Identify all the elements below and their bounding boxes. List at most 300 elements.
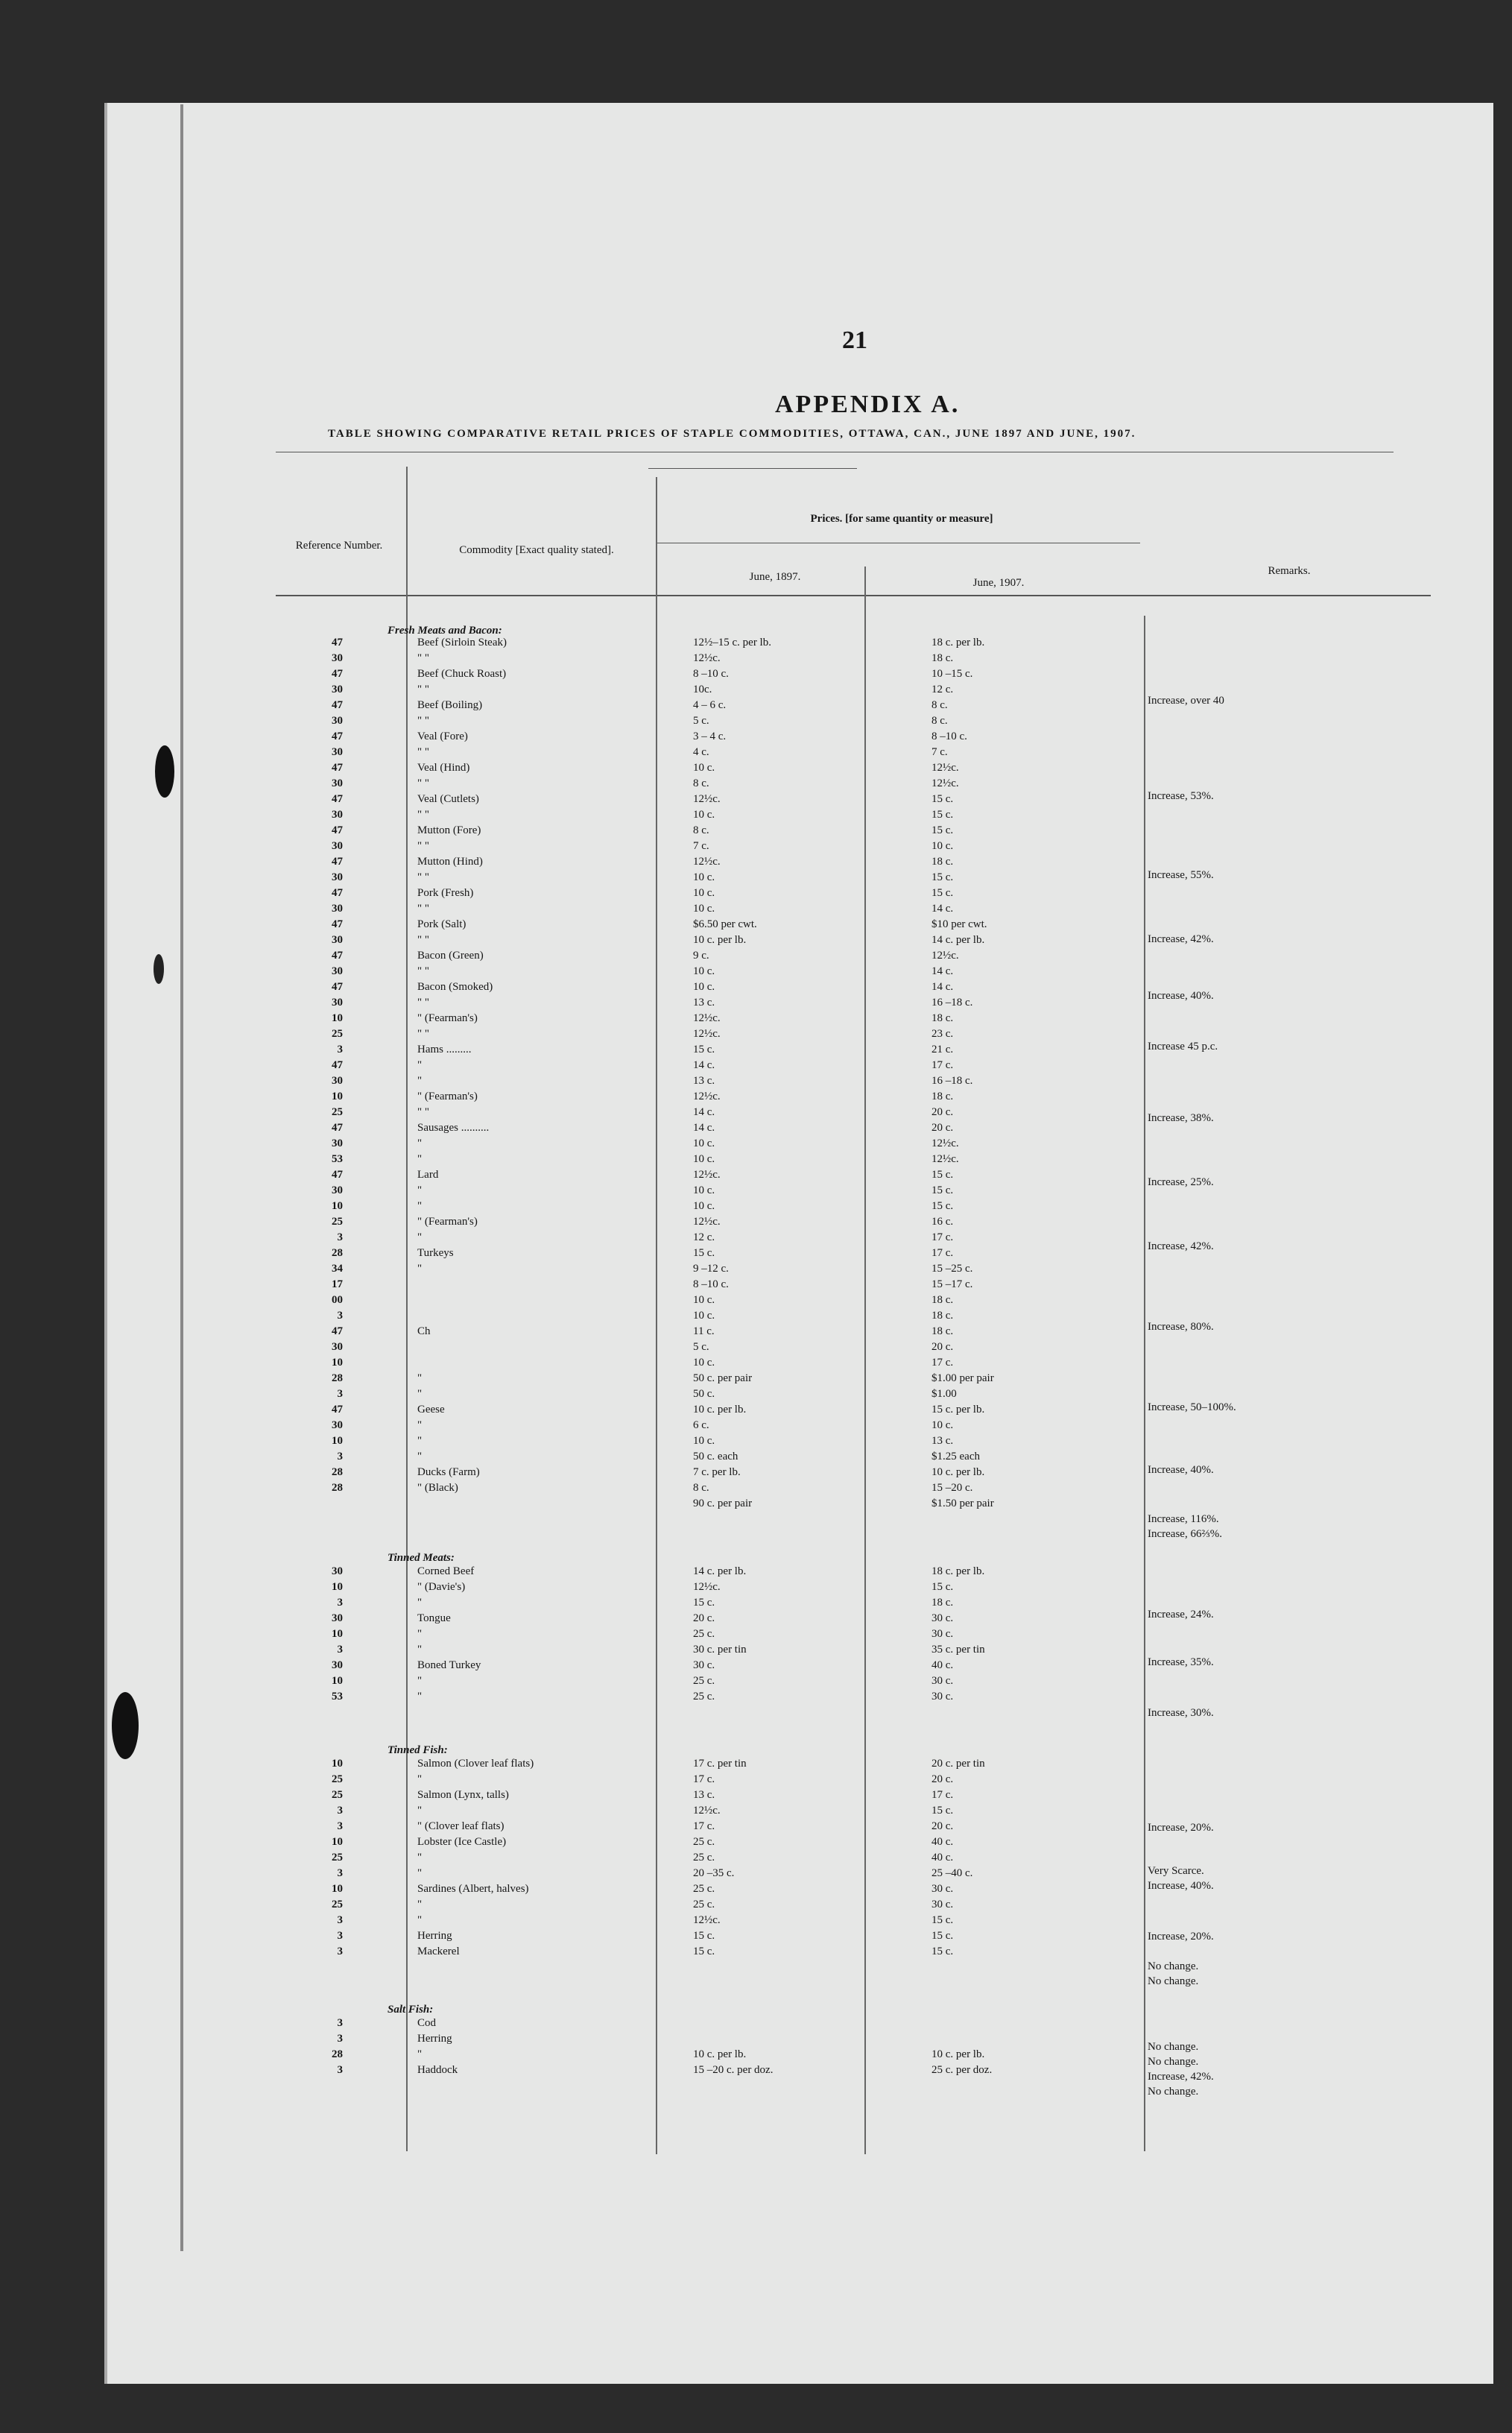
price-1897: 17 c. — [693, 1773, 715, 1785]
price-1897: 10c. — [693, 684, 712, 695]
price-1907: 20 c. — [931, 1106, 954, 1118]
commodity-name: " " — [417, 652, 429, 664]
price-1897: 8 c. — [693, 1482, 709, 1494]
price-1897: 10 c. — [693, 1294, 715, 1306]
remark: Increase, 40%. — [1148, 1464, 1214, 1476]
price-1907: 18 c. — [931, 652, 954, 664]
reference-number: 30 — [332, 809, 343, 821]
price-1907: 23 c. — [931, 1028, 954, 1040]
price-1907: 15 c. — [931, 1914, 954, 1926]
price-1897: 25 c. — [693, 1899, 715, 1910]
reference-number: 3 — [337, 1930, 343, 1942]
reference-number: 47 — [332, 699, 343, 711]
price-1897: 12½c. — [693, 1805, 721, 1817]
commodity-name: Bacon (Smoked) — [417, 981, 493, 993]
price-1897: 12½c. — [693, 1028, 721, 1040]
price-1897: 10 c. per lb. — [693, 1404, 747, 1416]
reference-number: 10 — [332, 1200, 343, 1212]
price-1897: 14 c. — [693, 1122, 715, 1134]
reference-number: 30 — [332, 1419, 343, 1431]
price-1897: 50 c. per pair — [693, 1372, 753, 1384]
price-1897: 4 c. — [693, 746, 709, 758]
remark: No change. — [1148, 1960, 1199, 1972]
remark: Increase, 50–100%. — [1148, 1401, 1236, 1413]
price-1907: $1.00 per pair — [931, 1372, 994, 1384]
commodity-name: Hams ......... — [417, 1044, 472, 1055]
reference-number: 3 — [337, 1310, 343, 1322]
price-1907: 15 c. — [931, 871, 954, 883]
reference-number: 47 — [332, 856, 343, 868]
remark: Increase, over 40 — [1148, 695, 1224, 707]
price-1907: 21 c. — [931, 1044, 954, 1055]
commodity-name: " " — [417, 809, 429, 821]
price-1907: 30 c. — [931, 1675, 954, 1687]
remark: Increase, 38%. — [1148, 1112, 1214, 1124]
price-1907: 14 c. per lb. — [931, 934, 985, 946]
commodity-name: " (Fearman's) — [417, 1012, 478, 1024]
commodity-name: " " — [417, 965, 429, 977]
price-1907: 12½c. — [931, 777, 959, 789]
reference-number: 10 — [332, 1675, 343, 1687]
reference-number: 47 — [332, 918, 343, 930]
price-1907: 17 c. — [931, 1247, 954, 1259]
reference-number: 47 — [332, 730, 343, 742]
commodity-name: " — [417, 1153, 423, 1165]
price-1907: 15 c. per lb. — [931, 1404, 985, 1416]
commodity-name: " (Fearman's) — [417, 1091, 478, 1102]
price-1897: 10 c. — [693, 762, 715, 774]
header-reference: Reference Number. — [295, 540, 383, 552]
commodity-name: " — [417, 1451, 423, 1462]
commodity-name: " (Clover leaf flats) — [417, 1820, 504, 1832]
reference-number: 30 — [332, 903, 343, 915]
price-1907: 20 c. — [931, 1341, 954, 1353]
price-1897: 15 c. — [693, 1946, 715, 1957]
reference-number: 10 — [332, 1091, 343, 1102]
price-1907: 40 c. — [931, 1852, 954, 1864]
price-1897: 25 c. — [693, 1675, 715, 1687]
price-1907: 10 c. per lb. — [931, 1466, 985, 1478]
reference-number: 30 — [332, 1137, 343, 1149]
column-rule — [406, 467, 408, 2151]
price-1907: 15 c. — [931, 809, 954, 821]
page-edge — [180, 104, 183, 2251]
price-1907: 16 –18 c. — [931, 997, 973, 1009]
price-1907: 20 c. per tin — [931, 1758, 985, 1770]
price-1897: 25 c. — [693, 1836, 715, 1848]
price-1897: 12½c. — [693, 856, 721, 868]
commodity-name: " (Davie's) — [417, 1581, 466, 1593]
reference-number: 30 — [332, 715, 343, 727]
reference-number: 47 — [332, 950, 343, 962]
price-1897: 20 c. — [693, 1612, 715, 1624]
commodity-name: Boned Turkey — [417, 1659, 481, 1671]
price-1897: 10 c. — [693, 903, 715, 915]
section-heading: Fresh Meats and Bacon: — [388, 625, 502, 637]
reference-number: 30 — [332, 871, 343, 883]
commodity-name: " " — [417, 934, 429, 946]
price-1897: 14 c. — [693, 1059, 715, 1071]
rule — [648, 468, 857, 469]
reference-number: 3 — [337, 1946, 343, 1957]
price-1897: 50 c. — [693, 1388, 715, 1400]
commodity-name: Pork (Fresh) — [417, 887, 474, 899]
price-1907: 12 c. — [931, 684, 954, 695]
header-june-1897: June, 1897. — [749, 571, 801, 583]
price-1907: 18 c. — [931, 1091, 954, 1102]
remark: Increase, 20%. — [1148, 1931, 1214, 1943]
reference-number: 53 — [332, 1691, 343, 1703]
price-1897: 25 c. — [693, 1628, 715, 1640]
commodity-name: " " — [417, 746, 429, 758]
reference-number: 30 — [332, 997, 343, 1009]
price-1907: 15 c. — [931, 1581, 954, 1593]
price-1907: 15 c. — [931, 1930, 954, 1942]
reference-number: 3 — [337, 1820, 343, 1832]
price-1897: 8 –10 c. — [693, 1278, 729, 1290]
price-1907: $10 per cwt. — [931, 918, 987, 930]
commodity-name: " — [417, 1675, 423, 1687]
ink-blot — [112, 1692, 139, 1759]
price-1907: 20 c. — [931, 1773, 954, 1785]
commodity-name: " — [417, 1691, 423, 1703]
price-1897: 12½c. — [693, 1012, 721, 1024]
commodity-name: Haddock — [417, 2064, 458, 2076]
commodity-name: Sardines (Albert, halves) — [417, 1883, 529, 1895]
price-1897: 90 c. per pair — [693, 1498, 753, 1509]
price-1897: 10 c. — [693, 1435, 715, 1447]
remark: Increase, 40%. — [1148, 990, 1214, 1002]
price-1907: 18 c. — [931, 856, 954, 868]
price-1907: 15 –25 c. — [931, 1263, 973, 1275]
reference-number: 30 — [332, 1341, 343, 1353]
price-1897: 10 c. — [693, 809, 715, 821]
remark: Increase, 20%. — [1148, 1822, 1214, 1834]
price-1907: 18 c. — [931, 1310, 954, 1322]
price-1897: 9 –12 c. — [693, 1263, 729, 1275]
price-1907: 14 c. — [931, 965, 954, 977]
remark: Increase, 25%. — [1148, 1176, 1214, 1188]
price-1897: 25 c. — [693, 1691, 715, 1703]
commodity-name: " " — [417, 777, 429, 789]
commodity-name: " — [417, 1628, 423, 1640]
reference-number: 47 — [332, 1325, 343, 1337]
remark: Increase, 66⅔%. — [1148, 1528, 1222, 1540]
price-1897: 50 c. each — [693, 1451, 738, 1462]
price-1897: 25 c. — [693, 1883, 715, 1895]
price-1907: 18 c. — [931, 1597, 954, 1609]
price-1907: 15 c. — [931, 887, 954, 899]
header-commodity: Commodity [Exact quality stated]. — [459, 544, 614, 556]
price-1907: 25 –40 c. — [931, 1867, 973, 1879]
reference-number: 47 — [332, 1169, 343, 1181]
price-1897: 10 c. — [693, 1310, 715, 1322]
price-1897: 9 c. — [693, 950, 709, 962]
price-1907: 14 c. — [931, 981, 954, 993]
price-1907: 8 c. — [931, 715, 948, 727]
commodity-name: Ch — [417, 1325, 431, 1337]
price-1907: 12½c. — [931, 950, 959, 962]
price-1897: 15 c. — [693, 1247, 715, 1259]
price-1897: 15 c. — [693, 1044, 715, 1055]
commodity-name: Beef (Sirloin Steak) — [417, 637, 507, 649]
price-1897: 14 c. per lb. — [693, 1565, 747, 1577]
commodity-name: Salmon (Lynx, talls) — [417, 1789, 509, 1801]
price-1907: 15 c. — [931, 1200, 954, 1212]
reference-number: 28 — [332, 1372, 343, 1384]
remark: Increase, 116%. — [1148, 1513, 1219, 1525]
price-1907: 15 –17 c. — [931, 1278, 973, 1290]
reference-number: 10 — [332, 1012, 343, 1024]
commodity-name: " — [417, 1419, 423, 1431]
reference-number: 10 — [332, 1435, 343, 1447]
remark: Increase, 35%. — [1148, 1656, 1214, 1668]
commodity-name: " " — [417, 903, 429, 915]
price-1907: 17 c. — [931, 1789, 954, 1801]
commodity-name: Salmon (Clover leaf flats) — [417, 1758, 534, 1770]
reference-number: 28 — [332, 2048, 343, 2060]
price-1897: 5 c. — [693, 715, 709, 727]
price-1907: 30 c. — [931, 1691, 954, 1703]
price-1907: $1.00 — [931, 1388, 957, 1400]
commodity-name: Pork (Salt) — [417, 918, 466, 930]
commodity-name: " — [417, 1075, 423, 1087]
commodity-name: Turkeys — [417, 1247, 454, 1259]
price-1907: 15 c. — [931, 1184, 954, 1196]
commodity-name: Lard — [417, 1169, 439, 1181]
price-1907: 10 c. per lb. — [931, 2048, 985, 2060]
commodity-name: " — [417, 1059, 423, 1071]
commodity-name: Beef (Chuck Roast) — [417, 668, 507, 680]
header-june-1907: June, 1907. — [972, 577, 1025, 589]
price-1907: 18 c. per lb. — [931, 1565, 985, 1577]
table-caption: TABLE SHOWING COMPARATIVE RETAIL PRICES OF STAPLE COMMODITIES, OTTAWA, CAN., JUNE 1897 AND JUNE, 1907. — [328, 428, 1136, 440]
remark: No change. — [1148, 2086, 1199, 2098]
price-1897: 15 –20 c. per doz. — [693, 2064, 774, 2076]
price-1897: 12½c. — [693, 652, 721, 664]
reference-number: 25 — [332, 1106, 343, 1118]
reference-number: 3 — [337, 1805, 343, 1817]
price-1907: 10 –15 c. — [931, 668, 973, 680]
reference-number: 3 — [337, 2017, 343, 2029]
reference-number: 30 — [332, 965, 343, 977]
price-1907: 15 c. — [931, 1946, 954, 1957]
column-rule — [656, 477, 657, 2154]
price-1907: 10 c. — [931, 840, 954, 852]
price-1907: 20 c. — [931, 1820, 954, 1832]
header-rule — [276, 595, 1431, 596]
reference-number: 47 — [332, 824, 343, 836]
commodity-name: Mackerel — [417, 1946, 460, 1957]
commodity-name: Herring — [417, 1930, 452, 1942]
header-prices: Prices. [for same quantity or measure] — [810, 513, 993, 525]
reference-number: 47 — [332, 1059, 343, 1071]
commodity-name: " (Fearman's) — [417, 1216, 478, 1228]
commodity-name: Veal (Cutlets) — [417, 793, 479, 805]
price-1907: 12½c. — [931, 1153, 959, 1165]
reference-number: 47 — [332, 981, 343, 993]
price-1897: 12 c. — [693, 1231, 715, 1243]
price-1907: 35 c. per tin — [931, 1644, 985, 1656]
reference-number: 47 — [332, 1404, 343, 1416]
reference-number: 30 — [332, 777, 343, 789]
page-title: APPENDIX A. — [775, 391, 961, 418]
remark: Increase, 55%. — [1148, 869, 1214, 881]
commodity-name: " (Black) — [417, 1482, 458, 1494]
reference-number: 10 — [332, 1581, 343, 1593]
remark: Increase, 42%. — [1148, 1240, 1214, 1252]
commodity-name: " — [417, 1231, 423, 1243]
reference-number: 53 — [332, 1153, 343, 1165]
reference-number: 47 — [332, 1122, 343, 1134]
header-remarks: Remarks. — [1268, 565, 1311, 577]
reference-number: 47 — [332, 762, 343, 774]
price-1897: $6.50 per cwt. — [693, 918, 757, 930]
reference-number: 30 — [332, 652, 343, 664]
reference-number: 10 — [332, 1883, 343, 1895]
remark: Increase 45 p.c. — [1148, 1041, 1218, 1053]
column-rule — [864, 567, 866, 2154]
reference-number: 47 — [332, 668, 343, 680]
commodity-name: " — [417, 1137, 423, 1149]
remark: Increase, 40%. — [1148, 1880, 1214, 1892]
price-1897: 6 c. — [693, 1419, 709, 1431]
commodity-name: Tongue — [417, 1612, 451, 1624]
reference-number: 30 — [332, 1075, 343, 1087]
price-1907: 30 c. — [931, 1899, 954, 1910]
reference-number: 17 — [332, 1278, 343, 1290]
price-1897: 11 c. — [693, 1325, 715, 1337]
column-rule — [1144, 616, 1145, 2151]
price-1897: 3 – 4 c. — [693, 730, 727, 742]
price-1897: 10 c. — [693, 871, 715, 883]
reference-number: 3 — [337, 1644, 343, 1656]
price-1897: 15 c. — [693, 1597, 715, 1609]
reference-number: 3 — [337, 1388, 343, 1400]
price-1907: 15 c. — [931, 1805, 954, 1817]
commodity-name: " " — [417, 997, 429, 1009]
reference-number: 28 — [332, 1466, 343, 1478]
reference-number: 3 — [337, 1867, 343, 1879]
price-1897: 25 c. — [693, 1852, 715, 1864]
commodity-name: Veal (Hind) — [417, 762, 470, 774]
price-1907: $1.25 each — [931, 1451, 980, 1462]
price-1907: 18 c. per lb. — [931, 637, 985, 649]
price-1897: 12½c. — [693, 1914, 721, 1926]
price-1907: 13 c. — [931, 1435, 954, 1447]
commodity-name: " — [417, 1805, 423, 1817]
price-1897: 8 c. — [693, 777, 709, 789]
price-1897: 10 c. — [693, 1357, 715, 1369]
price-1907: 15 c. — [931, 1169, 954, 1181]
price-1907: 16 –18 c. — [931, 1075, 973, 1087]
price-1897: 13 c. — [693, 1075, 715, 1087]
reference-number: 28 — [332, 1482, 343, 1494]
commodity-name: " — [417, 1773, 423, 1785]
price-1907: 20 c. — [931, 1122, 954, 1134]
reference-number: 10 — [332, 1836, 343, 1848]
reference-number: 34 — [332, 1263, 343, 1275]
commodity-name: " " — [417, 840, 429, 852]
commodity-name: Geese — [417, 1404, 445, 1416]
commodity-name: " " — [417, 1028, 429, 1040]
price-1907: $1.50 per pair — [931, 1498, 994, 1509]
commodity-name: " " — [417, 715, 429, 727]
price-1907: 40 c. — [931, 1836, 954, 1848]
commodity-name: " " — [417, 871, 429, 883]
price-1897: 14 c. — [693, 1106, 715, 1118]
price-1907: 15 c. — [931, 793, 954, 805]
commodity-name: " — [417, 1388, 423, 1400]
commodity-name: " " — [417, 684, 429, 695]
price-1897: 12½c. — [693, 1169, 721, 1181]
reference-number: 30 — [332, 1184, 343, 1196]
reference-number: 47 — [332, 637, 343, 649]
remark: Increase, 80%. — [1148, 1321, 1214, 1333]
price-1897: 10 c. — [693, 1184, 715, 1196]
price-1907: 17 c. — [931, 1059, 954, 1071]
price-1897: 12½c. — [693, 1581, 721, 1593]
remark: No change. — [1148, 2056, 1199, 2068]
price-1907: 15 c. — [931, 824, 954, 836]
price-1907: 16 c. — [931, 1216, 954, 1228]
price-1897: 8 c. — [693, 824, 709, 836]
reference-number: 47 — [332, 793, 343, 805]
ink-blot — [155, 745, 174, 798]
commodity-name: Sausages .......... — [417, 1122, 490, 1134]
reference-number: 3 — [337, 1044, 343, 1055]
commodity-name: Veal (Fore) — [417, 730, 468, 742]
price-1897: 30 c. per tin — [693, 1644, 747, 1656]
price-1897: 30 c. — [693, 1659, 715, 1671]
remark: Increase, 42%. — [1148, 2071, 1214, 2083]
price-1897: 10 c. per lb. — [693, 2048, 747, 2060]
reference-number: 25 — [332, 1899, 343, 1910]
price-1897: 7 c. per lb. — [693, 1466, 741, 1478]
price-1907: 15 –20 c. — [931, 1482, 973, 1494]
price-1897: 7 c. — [693, 840, 709, 852]
commodity-name: Cod — [417, 2017, 437, 2029]
reference-number: 3 — [337, 1231, 343, 1243]
commodity-name: " — [417, 1372, 423, 1384]
reference-number: 30 — [332, 684, 343, 695]
reference-number: 25 — [332, 1216, 343, 1228]
commodity-name: " " — [417, 1106, 429, 1118]
price-1907: 18 c. — [931, 1325, 954, 1337]
reference-number: 10 — [332, 1758, 343, 1770]
reference-number: 10 — [332, 1628, 343, 1640]
price-1897: 4 – 6 c. — [693, 699, 727, 711]
price-1907: 12½c. — [931, 1137, 959, 1149]
price-1897: 15 c. — [693, 1930, 715, 1942]
reference-number: 30 — [332, 1565, 343, 1577]
price-1907: 12½c. — [931, 762, 959, 774]
price-1897: 10 c. — [693, 981, 715, 993]
price-1907: 25 c. per doz. — [931, 2064, 993, 2076]
reference-number: 30 — [332, 934, 343, 946]
reference-number: 30 — [332, 1612, 343, 1624]
reference-number: 25 — [332, 1773, 343, 1785]
price-1897: 10 c. — [693, 1153, 715, 1165]
remark: Increase, 53%. — [1148, 790, 1214, 802]
price-1907: 18 c. — [931, 1294, 954, 1306]
price-1897: 8 –10 c. — [693, 668, 729, 680]
commodity-name: Corned Beef — [417, 1565, 475, 1577]
reference-number: 25 — [332, 1852, 343, 1864]
commodity-name: " — [417, 1184, 423, 1196]
reference-number: 3 — [337, 1451, 343, 1462]
section-heading: Tinned Fish: — [388, 1744, 448, 1756]
